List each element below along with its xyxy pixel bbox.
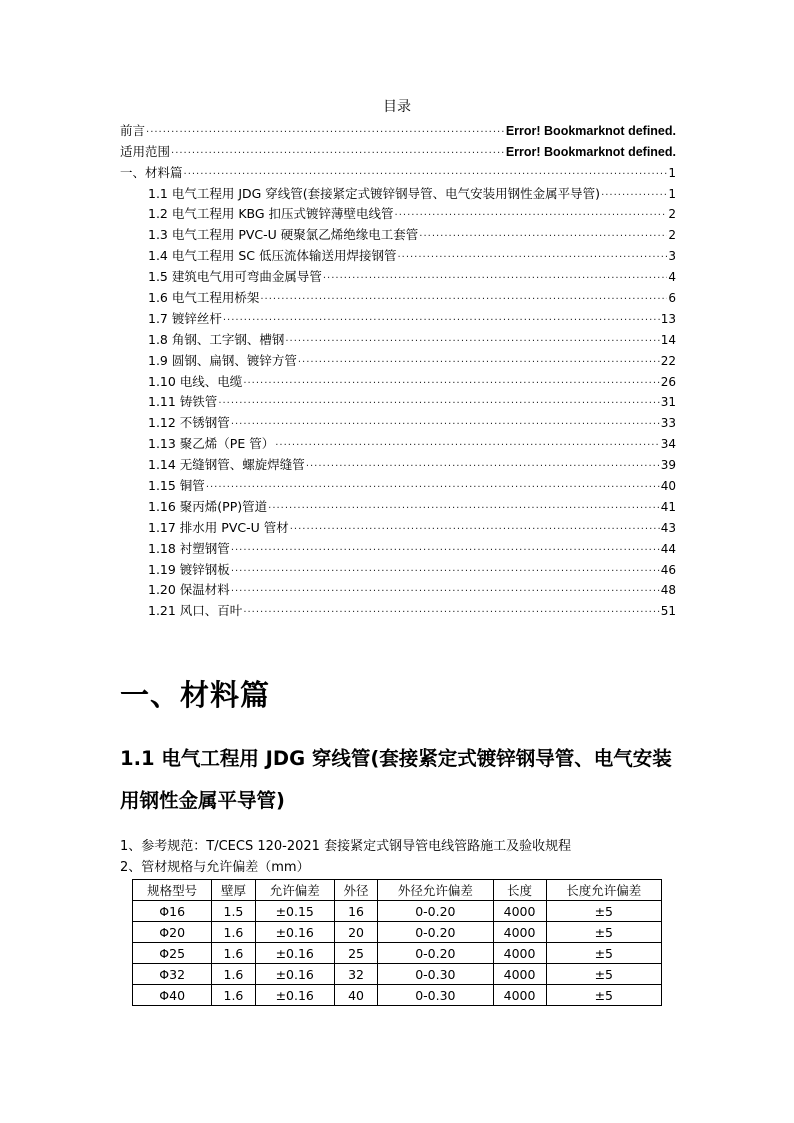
toc-dot-leader [268, 499, 660, 513]
spec-table-cell: ±5 [546, 943, 661, 964]
spec-table-header-cell: 长度允许偏差 [546, 880, 661, 901]
spec-table-cell: 4000 [493, 964, 546, 985]
toc-entry-page: 39 [660, 458, 676, 473]
toc-entry-page: 26 [660, 374, 676, 389]
spec-table-header-cell: 壁厚 [212, 880, 255, 901]
spec-table-cell: 0-0.30 [378, 985, 493, 1006]
spec-table-cell: Φ20 [133, 922, 212, 943]
toc-entry[interactable] [120, 181, 676, 202]
toc-entry[interactable] [120, 222, 676, 243]
toc-entry[interactable] [120, 243, 676, 264]
spec-table-cell: 4000 [493, 922, 546, 943]
toc-entry-page: 34 [660, 437, 676, 452]
toc-entry-page: 1 [668, 186, 676, 201]
toc-entry-label: 1.8 角钢、工字钢、槽钢 [148, 331, 285, 347]
toc-entry[interactable] [120, 598, 676, 619]
spec-table-cell: 0-0.20 [378, 922, 493, 943]
spec-table-header-cell: 外径允许偏差 [378, 880, 493, 901]
toc-entry-page: 41 [660, 499, 676, 514]
toc-entry[interactable] [120, 515, 676, 536]
spec-table-header-cell: 规格型号 [133, 880, 212, 901]
toc-dot-leader [260, 290, 667, 304]
toc-entry-page: 48 [660, 583, 676, 598]
toc-entry-page: Error! Bookmarknot defined. [505, 123, 676, 138]
toc-entry-page: 13 [660, 311, 676, 326]
spec-table-cell: ±0.16 [255, 964, 334, 985]
spec-table-cell: 16 [334, 901, 377, 922]
toc-dot-leader [285, 332, 659, 346]
toc-entry-page: 22 [660, 353, 676, 368]
toc-entry[interactable] [120, 390, 676, 411]
toc-dot-leader [231, 415, 660, 429]
toc-entry[interactable] [120, 431, 676, 452]
toc-dot-leader [419, 227, 667, 241]
toc-entry-label: 1.11 铸铁管 [148, 394, 218, 410]
toc-dot-leader [243, 603, 659, 617]
spec-table-cell: 4000 [493, 943, 546, 964]
toc-entry-label: 1.17 排水用 PVC-U 管材 [148, 519, 289, 535]
spec-table-row [133, 985, 662, 1006]
spec-table-cell: ±5 [546, 964, 661, 985]
toc-entry[interactable] [120, 348, 676, 369]
spec-table-cell: 0-0.30 [378, 964, 493, 985]
toc-dot-leader [184, 165, 668, 179]
toc-entry-label: 1.12 不锈钢管 [148, 415, 230, 431]
spec-table-cell: 25 [334, 943, 377, 964]
spec-table-cell: 0-0.20 [378, 901, 493, 922]
spec-table-header-row [133, 880, 662, 901]
toc-entry-page: 43 [660, 520, 676, 535]
toc-dot-leader [223, 311, 660, 325]
toc-entry[interactable] [120, 285, 676, 306]
toc-entry-page: 2 [668, 207, 676, 222]
spec-table-row [133, 901, 662, 922]
spec-table-cell: ±5 [546, 922, 661, 943]
spec-table-cell: Φ40 [133, 985, 212, 1006]
spec-table-cell: ±0.16 [255, 922, 334, 943]
toc-entry[interactable] [120, 557, 676, 578]
toc-dot-leader [231, 541, 660, 555]
toc-entry-label: 适用范围 [120, 143, 171, 159]
spec-table-header-cell: 长度 [493, 880, 546, 901]
toc-dot-leader [601, 186, 667, 200]
spec-table-header-cell: 允许偏差 [255, 880, 334, 901]
toc-entry-label: 1.3 电气工程用 PVC-U 硬聚氯乙烯绝缘电工套管 [148, 227, 419, 243]
toc-entry-page: 31 [660, 395, 676, 410]
toc-dot-leader [146, 123, 505, 137]
toc-dot-leader [243, 374, 659, 388]
toc-entry-page: Error! Bookmarknot defined. [505, 144, 676, 159]
toc-entry-label: 1.19 镀锌钢板 [148, 561, 230, 577]
toc-entry[interactable] [120, 264, 676, 285]
spec-table-cell: ±5 [546, 901, 661, 922]
toc-entry[interactable] [120, 369, 676, 390]
toc-dot-leader [231, 582, 660, 596]
toc-entry[interactable] [120, 139, 676, 160]
toc-entry-label: 1.1 电气工程用 JDG 穿线管(套接紧定式镀锌钢导管、电气安装用钢性金属平导管) [148, 185, 601, 201]
toc-entry-page: 4 [668, 270, 676, 285]
toc-entry-label: 1.20 保温材料 [148, 582, 230, 598]
spec-table-cell: 40 [334, 985, 377, 1006]
spec-table-row [133, 922, 662, 943]
spec-table-cell: 0-0.20 [378, 943, 493, 964]
chapter-title: 一、材料篇 [120, 678, 271, 712]
toc-entry-label: 前言 [120, 122, 146, 138]
toc-entry-label: 1.10 电线、电缆 [148, 373, 243, 389]
toc-entry-page: 33 [660, 416, 676, 431]
toc-dot-leader [231, 562, 660, 576]
spec-table-cell: 4000 [493, 985, 546, 1006]
toc-entry-label: 1.15 铜管 [148, 478, 205, 494]
toc-entry-label: 1.4 电气工程用 SC 低压流体输送用焊接钢管 [148, 248, 397, 264]
spec-table-cell: ±0.16 [255, 985, 334, 1006]
toc-entry[interactable] [120, 473, 676, 494]
toc-entry[interactable] [120, 118, 676, 139]
spec-table-cell: 1.6 [212, 922, 255, 943]
toc-entry-label: 1.9 圆钢、扁钢、镀锌方管 [148, 352, 297, 368]
toc-entry-label: 1.14 无缝钢管、螺旋焊缝管 [148, 457, 305, 473]
toc-entry[interactable] [120, 202, 676, 223]
toc-entry-label: 1.5 建筑电气用可弯曲金属导管 [148, 269, 322, 285]
toc-title: 目录 [383, 99, 411, 115]
toc-entry-page: 51 [660, 604, 676, 619]
toc-dot-leader [171, 144, 505, 158]
toc-dot-leader [206, 478, 660, 492]
reference-standard-text: 1、参考规范：T/CECS 120-2021 套接紧定式钢导管电线管路施工及验收规程 [120, 839, 572, 854]
toc-entry[interactable] [120, 536, 676, 557]
spec-table-cell: 1.6 [212, 985, 255, 1006]
toc-entry[interactable] [120, 410, 676, 431]
spec-table-cell: 20 [334, 922, 377, 943]
toc-entry-page: 40 [660, 479, 676, 494]
toc-entry-label: 1.16 聚丙烯(PP)管道 [148, 498, 268, 514]
toc-entry[interactable] [120, 160, 676, 181]
spec-table-cell: Φ32 [133, 964, 212, 985]
toc-dot-leader [306, 457, 660, 471]
toc-entry-label: 1.18 衬塑钢管 [148, 540, 230, 556]
spec-table-cell: 1.5 [212, 901, 255, 922]
spec-table-cell: 1.6 [212, 964, 255, 985]
toc-dot-leader [395, 206, 668, 220]
toc-entry-page: 2 [668, 228, 676, 243]
toc-entry-page: 3 [668, 249, 676, 264]
toc-entry-label: 1.7 镀锌丝杆 [148, 310, 222, 326]
spec-heading-text: 2、管材规格与允许偏差（mm） [120, 860, 310, 875]
toc-dot-leader [323, 269, 668, 283]
toc-dot-leader [275, 436, 660, 450]
spec-table-header-cell: 外径 [334, 880, 377, 901]
toc-entry-page: 1 [668, 165, 676, 180]
toc-dot-leader [298, 353, 660, 367]
toc-entry-label: 1.6 电气工程用桥架 [148, 290, 260, 306]
toc-dot-leader [290, 520, 660, 534]
spec-table-row [133, 964, 662, 985]
toc-entry-label: 1.21 风口、百叶 [148, 603, 243, 619]
toc-entry-label: 1.2 电气工程用 KBG 扣压式镀锌薄壁电线管 [148, 206, 394, 222]
toc-entry-page: 6 [668, 291, 676, 306]
table-of-contents [120, 118, 676, 619]
toc-entry-label: 1.13 聚乙烯（PE 管） [148, 436, 275, 452]
toc-entry[interactable] [120, 494, 676, 515]
spec-table-cell: ±0.16 [255, 943, 334, 964]
toc-dot-leader [218, 394, 659, 408]
toc-entry[interactable] [120, 452, 676, 473]
section-title: 1.1 电气工程用 JDG 穿线管(套接紧定式镀锌钢导管、电气安装用钢性金属平导管) [120, 747, 672, 812]
spec-table-cell: ±5 [546, 985, 661, 1006]
spec-table-cell: Φ25 [133, 943, 212, 964]
spec-table-cell: 1.6 [212, 943, 255, 964]
toc-entry-page: 44 [660, 541, 676, 556]
toc-entry[interactable] [120, 578, 676, 599]
spec-table-cell: Φ16 [133, 901, 212, 922]
spec-table [132, 879, 662, 1006]
spec-table-cell: 32 [334, 964, 377, 985]
toc-entry-page: 46 [660, 562, 676, 577]
toc-entry-label: 一、材料篇 [120, 164, 183, 180]
spec-table-cell: ±0.15 [255, 901, 334, 922]
toc-dot-leader [397, 248, 667, 262]
toc-entry[interactable] [120, 306, 676, 327]
toc-entry[interactable] [120, 327, 676, 348]
spec-table-cell: 4000 [493, 901, 546, 922]
spec-table-row [133, 943, 662, 964]
toc-entry-page: 14 [660, 332, 676, 347]
